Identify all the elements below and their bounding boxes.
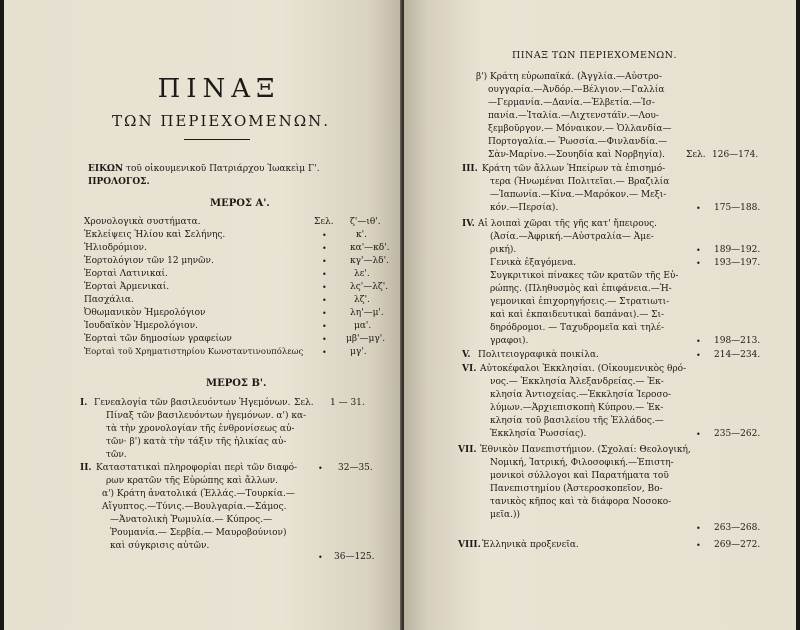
- section-line: Νομική, Ἰατρική, Φιλοσοφική.—Ἐπιστη-: [490, 458, 674, 468]
- sel-label: Σελ.: [294, 398, 314, 408]
- prologos: ΠΡΟΛΟΓΟΣ.: [88, 177, 150, 187]
- bullet: •: [322, 257, 327, 266]
- left-page: [4, 0, 402, 630]
- toc-entry-page: μα'.: [354, 321, 372, 331]
- toc-entry-text: Ἡλιοδρόμιον.: [84, 243, 147, 253]
- toc-entry-page: μβ'—μγ'.: [346, 334, 386, 344]
- toc-entry-text: Ἐκλείψεις Ἡλίου καὶ Σελήνης.: [84, 230, 226, 240]
- section-line: —Ἀνατολικὴ Ῥωμυλία.— Κύπρος.—: [110, 515, 273, 525]
- section-line: —Ἰαπωνία.—Κίνα.—Μαρόκον.— Μεξι-: [490, 190, 667, 200]
- bullet: •: [322, 296, 327, 305]
- toc-entry-text: Ἰουδαϊκὸν Ἡμερολόγιον.: [84, 321, 198, 331]
- section-line: τῶν.: [106, 450, 127, 460]
- eikon-label: ΕΙΚΩΝ: [88, 164, 124, 174]
- section-line: ξεμβοῦργον.— Μόναικον.— Ὁλλανδία—: [488, 124, 672, 134]
- section-line: Ῥουμανία.— Σερβία.— Μαυροβούνιον): [110, 528, 287, 538]
- sel-label: Σελ.: [314, 217, 334, 227]
- toc-entry-text: Ἑορτολόγιον τῶν 12 μηνῶν.: [84, 256, 214, 266]
- section-line: (Ἀσία.—Ἀφρική.—Αὐστραλία— Ἀμε-: [490, 232, 654, 242]
- section-number: II.: [80, 463, 92, 473]
- bullet: •: [322, 348, 327, 357]
- toc-entry-page: λη'—μ'.: [350, 308, 384, 318]
- section-line: δηρόδρομοι. — Ταχυδρομεῖα καὶ τηλέ-: [490, 323, 665, 333]
- section-number: VIII.: [458, 540, 481, 550]
- section-number: I.: [80, 398, 88, 408]
- section-line: α') Κράτη ἀνατολικά (Ἑλλάς.—Τουρκία.—: [102, 489, 295, 499]
- section-line: —Γερμανία.—Δανία.—Ἑλβετία.—Ἱσ-: [488, 98, 655, 108]
- toc-entry-text: Ἑορταὶ τῶν δημοσίων γραφείων: [84, 334, 232, 344]
- section-line: γραφοι).: [490, 336, 529, 346]
- toc-entry-page: λζ'.: [354, 295, 370, 305]
- section-number: VII.: [458, 445, 477, 455]
- section-line: Σὰν-Μαρίνο.—Σουηδία καὶ Νορβηγία).: [488, 150, 665, 160]
- section-line: μονικοὶ σύλλογοι καὶ Παρατήματα τοῦ: [490, 471, 669, 481]
- bullet: •: [318, 464, 323, 473]
- toc-entry-page: κγ'—λδ'.: [350, 256, 389, 266]
- section-line: τὰ τὴν χρονολογίαν τῆς ἐνθρονίσεως αὐ-: [106, 424, 295, 434]
- section-number: IV.: [462, 219, 475, 229]
- toc-entry-page: κα'—κδ'.: [350, 243, 390, 253]
- section-line: κλησία Ἀντιοχείας.—Ἐκκλησία Ἱεροσο-: [490, 390, 672, 400]
- section-line: γεμονικαὶ ἐπιχορηγήσεις.— Στρατιωτι-: [490, 297, 670, 307]
- section-page: 175—188.: [714, 203, 761, 213]
- toc-entry-page: 193—197.: [714, 258, 761, 268]
- section-page: 32—35.: [338, 463, 373, 473]
- section-line: λύμων.—Ἀρχιεπισκοπὴ Κύπρου.— Ἐκ-: [490, 403, 664, 413]
- section-line: τανικὸς κῆπος καὶ τὰ διάφορα Νοσοκο-: [490, 497, 672, 507]
- section-line: μεῖα.)): [490, 510, 521, 520]
- toc-entry-text: Πασχάλια.: [84, 295, 134, 305]
- section-line: ρων κρατῶν τῆς Εὐρώπης καὶ ἄλλων.: [106, 476, 279, 486]
- section-number: III.: [462, 164, 478, 174]
- sel-label: Σελ.: [686, 150, 706, 160]
- bullet: •: [696, 259, 701, 268]
- part-b-heading: ΜΕΡΟΣ Β'.: [206, 378, 267, 389]
- bullet: •: [322, 335, 327, 344]
- section-page: 198—213.: [714, 336, 761, 346]
- bullet: •: [696, 430, 701, 439]
- section-line: Πίναξ τῶν βασιλευόντων ἡγεμόνων. α') κα-: [106, 411, 307, 421]
- section-line: κλησία τοῦ βασιλείου τῆς Ἑλλάδος.—: [490, 416, 664, 426]
- section-line: νος.— Ἐκκλησία Ἀλεξανδρείας.— Ἐκ-: [490, 377, 664, 387]
- section-line: Ἐθνικὸν Πανεπιστήμιον. (Σχολαί: Θεολογική,: [480, 445, 691, 455]
- toc-entry-text: Ἑορταὶ Λατινικαί.: [84, 269, 168, 279]
- bullet: •: [322, 270, 327, 279]
- title-rule: [184, 139, 250, 140]
- title-sub: ΤΩΝ ΠΕΡΙΕΧΟΜΕΝΩΝ.: [112, 112, 331, 130]
- bullet: •: [696, 524, 701, 533]
- section-line: Καταστατικαὶ πληροφορίαι περὶ τῶν διαφό-: [96, 463, 298, 473]
- section-page: 214—234.: [714, 350, 761, 360]
- toc-entry-page: ζ'—ιθ'.: [350, 217, 381, 227]
- section-line: Πορτογαλία.— Ῥωσσία.—Φινλανδία.—: [488, 137, 668, 147]
- section-line: καὶ καὶ ἐκπαιδευτικαὶ δαπάναι).— Σι-: [490, 310, 665, 320]
- section-line: κόν.—Περσία).: [490, 203, 559, 213]
- bullet: •: [696, 351, 701, 360]
- bullet: •: [322, 283, 327, 292]
- toc-entry-text: Χρονολογικὰ συστήματα.: [84, 217, 201, 227]
- section-line: πανία.—Ἰταλία.—Λιχτενστάϊν.—Λου-: [488, 111, 659, 121]
- section-line: Γενεαλογία τῶν βασιλευόντων Ἡγεμόνων.: [94, 398, 291, 408]
- section-page: 1 — 31.: [330, 398, 365, 408]
- toc-entry-text: Ὀθωμανικὸν Ἡμερολόγιον: [84, 308, 206, 318]
- section-line: ρική).: [490, 245, 517, 255]
- part-a-heading: ΜΕΡΟΣ Α'.: [210, 198, 270, 209]
- section-number: V.: [462, 350, 471, 360]
- section-number: VI.: [462, 364, 477, 374]
- section-line: Πολιτειογραφικὰ ποικίλα.: [478, 350, 599, 360]
- toc-entry-page: λε'.: [354, 269, 370, 279]
- section-page: 189—192.: [714, 245, 761, 255]
- bullet: •: [322, 244, 327, 253]
- toc-entry-text: Γενικὰ ἐξαγόμενα.: [490, 258, 577, 268]
- section-line: β') Κράτη εὐρωπαϊκά. (Ἀγγλία.—Αὐστρο-: [476, 72, 662, 82]
- bullet: •: [696, 246, 701, 255]
- section-line: καὶ σύγκρισις αὐτῶν.: [110, 541, 210, 551]
- right-page: [404, 0, 796, 630]
- bullet: •: [322, 309, 327, 318]
- section-line: Ἑλληνικὰ προξενεῖα.: [482, 540, 579, 550]
- bullet: •: [322, 322, 327, 331]
- section-line: Ἐκκλησία Ῥωσσίας).: [490, 429, 587, 439]
- section-line: τῶν· β') κατὰ τὴν τάξιν τῆς ἡλικίας αὐ-: [106, 437, 287, 447]
- section-line: ρώπης. (Πληθυσμὸς καὶ ἐπιφάνεια.—Ἡ-: [490, 284, 672, 294]
- section-page: 235—262.: [714, 429, 761, 439]
- toc-entry-page: μγ'.: [350, 347, 367, 357]
- eikon-text: τοῦ οἰκουμενικοῦ Πατριάρχου Ἰωακεὶμ Γ'.: [126, 164, 320, 174]
- title-main: ΠΙΝΑΞ: [157, 74, 281, 104]
- toc-entry-page: λς'—λζ'.: [350, 282, 389, 292]
- bullet: •: [696, 337, 701, 346]
- bullet: •: [322, 231, 327, 240]
- bullet: •: [696, 204, 701, 213]
- section-line: ουγγαρία.—Ἀνδόρ.—Βέλγιον.—Γαλλία: [488, 85, 665, 95]
- toc-entry-page: κ'.: [356, 230, 367, 240]
- toc-entry-text: Ἑορταὶ Ἀρμενικαί.: [84, 282, 170, 292]
- bullet: •: [696, 541, 701, 550]
- bullet: •: [318, 553, 323, 562]
- section-line: τερα (Ἡνωμέναι Πολιτεῖαι.— Βραζιλία: [490, 177, 670, 187]
- section-line: Αἴγυπτος.—Τύνις.—Βουλγαρία.—Σάμος.: [102, 502, 287, 512]
- running-header: ΠΙΝΑΞ ΤΩΝ ΠΕΡΙΕΧΟΜΕΝΩΝ.: [512, 50, 677, 61]
- section-page: 263—268.: [714, 523, 761, 533]
- section-line: Συγκριτικοὶ πίνακες τῶν κρατῶν τῆς Εὐ-: [490, 271, 679, 281]
- toc-entry-text: Ἑορταὶ τοῦ Χρηματιστηρίου Κωνσταντινουπόλεως: [84, 347, 304, 357]
- section-page: 36—125.: [334, 552, 375, 562]
- section-page: 126—174.: [712, 150, 759, 160]
- section-line: Αὐτοκέφαλοι Ἐκκλησίαι. (Οἰκουμενικὸς θρό-: [480, 364, 687, 374]
- section-line: Κράτη τῶν ἄλλων Ἠπείρων τὰ ἐπισημό-: [482, 164, 666, 174]
- section-line: Πανεπιστημίου (Ἀστεροσκοπεῖον, Βο-: [490, 484, 663, 494]
- section-line: Αἱ λοιπαὶ χῶραι τῆς γῆς κατ' ἤπειρους.: [478, 219, 658, 229]
- section-page: 269—272.: [714, 540, 761, 550]
